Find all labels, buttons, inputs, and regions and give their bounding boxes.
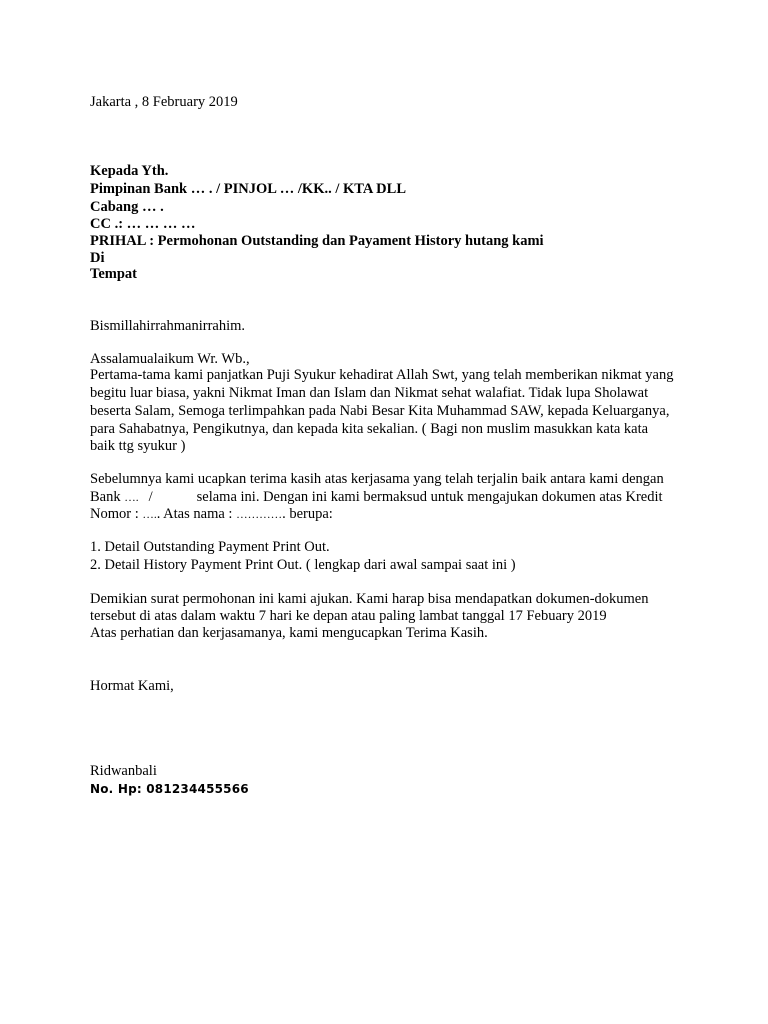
para1-line-3: beserta Salam, Semoga terlimpahkan pada Nabi Besar Kita Muhammad SAW, kepada Keluarganya, (90, 403, 670, 419)
para1-line-1: Pertama-tama kami panjatkan Puji Syukur kehadirat Allah Swt, yang telah memberikan nikmat yang (90, 367, 674, 383)
recipient-line-1: Kepada Yth. (90, 163, 169, 179)
subject-line: PRIHAL : Permohonan Outstanding dan Payament History hutang kami (90, 233, 544, 249)
para3-line-3: Atas perhatian dan kerjasamanya, kami mengucapkan Terima Kasih. (90, 625, 488, 641)
para1-line-4: para Sahabatnya, Pengikutnya, dan kepada kita sekalian. ( Bagi non muslim masukkan kata kata (90, 421, 649, 437)
nomor-dots: …. (142, 509, 157, 521)
nama-dots: ………… (236, 509, 283, 521)
para2-line-2-rest: selama ini. Dengan ini kami bermaksud untuk mengajukan dokumen atas Kredit (196, 489, 663, 505)
recipient-line-7: Tempat (90, 266, 137, 282)
para2-line-3 (90, 505, 333, 524)
place-date: Jakarta , 8 February 2019 (90, 94, 238, 110)
berupa-label: . berupa: (282, 506, 333, 522)
greeting-line: Assalamualaikum Wr. Wb., (90, 351, 250, 367)
list-item-2: 2. Detail History Payment Print Out. ( lengkap dari awal sampai saat ini ) (90, 557, 516, 573)
list-item-1: 1. Detail Outstanding Payment Print Out. (90, 539, 330, 555)
para3-line-2: tersebut di atas dalam waktu 7 hari ke depan atau paling lambat tanggal 17 Febuary 2019 (90, 608, 607, 624)
bank-slash: / (148, 489, 153, 505)
atas-nama-label: . Atas nama : (156, 506, 233, 522)
para1-line-2: begitu luar biasa, yakni Nikmat Iman dan Islam dan Nikmat sehat walafiat. Tidak lupa Sholawat (90, 385, 649, 401)
nomor-label: Nomor : (90, 506, 139, 522)
bank-label: Bank (90, 489, 121, 505)
bank-dots: …. (124, 492, 139, 504)
recipient-line-3: Cabang … . (90, 199, 164, 215)
para3-line-1: Demikian surat permohonan ini kami ajukan. Kami harap bisa mendapatkan dokumen-dokumen (90, 591, 649, 607)
phone-number: No. Hp: 081234455566 (90, 782, 249, 796)
recipient-line-6: Di (90, 250, 105, 266)
para2-line-1: Sebelumnya kami ucapkan terima kasih atas kerjasama yang telah terjalin baik antara kami dengan (90, 471, 664, 487)
opening-line: Bismillahirrahmanirrahim. (90, 318, 246, 334)
signer-name: Ridwanbali (90, 763, 157, 779)
recipient-line-2: Pimpinan Bank … . / PINJOL … /KK.. / KTA DLL (90, 181, 406, 197)
para1-line-5: baik ttg syukur ) (90, 438, 186, 454)
closing-line: Hormat Kami, (90, 678, 174, 694)
recipient-line-4: CC .: … … … … (90, 216, 196, 232)
